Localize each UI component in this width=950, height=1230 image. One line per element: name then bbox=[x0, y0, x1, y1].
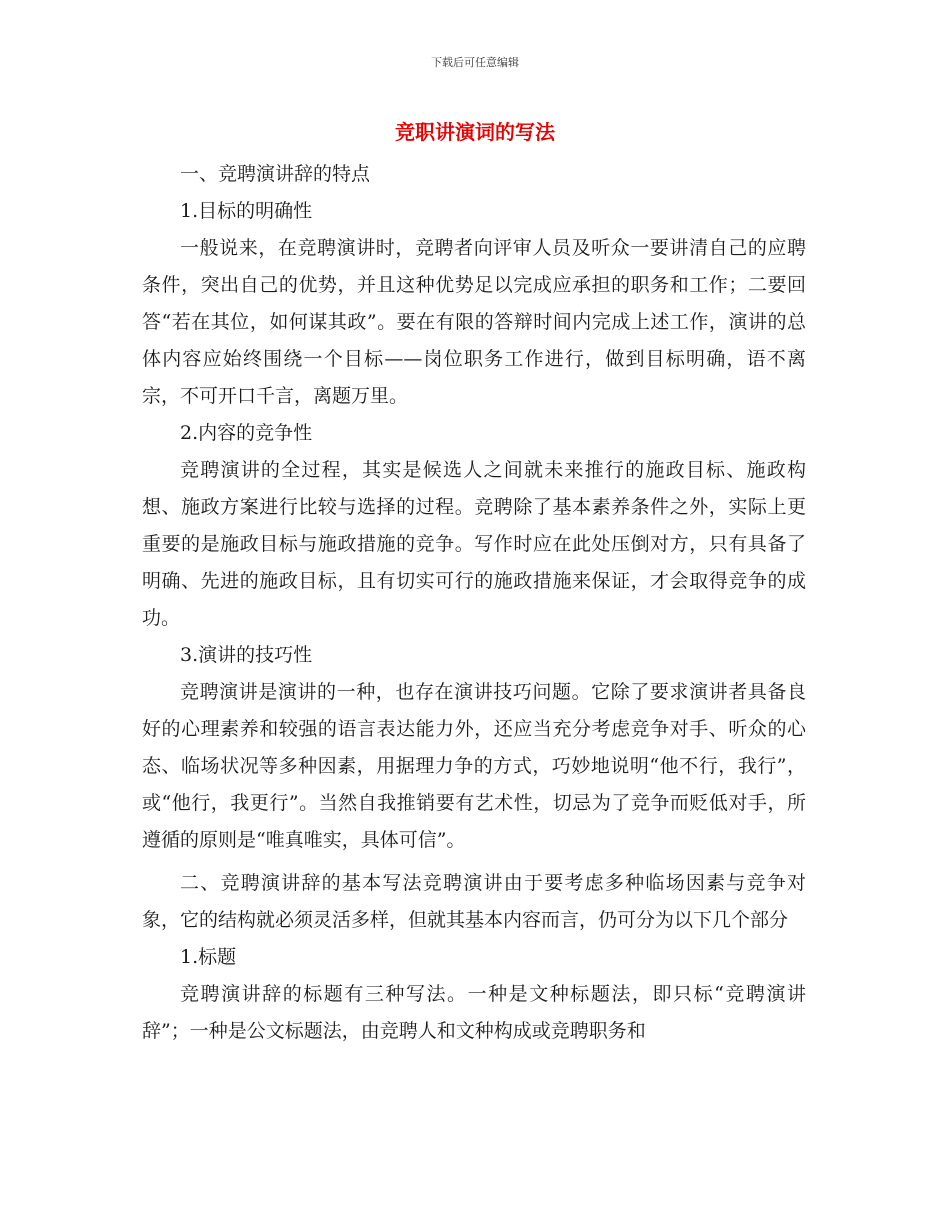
section-heading-2: 二、竞聘演讲辞的基本写法竞聘演讲由于要考虑多种临场因素与竞争对象，它的结构就必须灵活多样，但就其基本内容而言，仍可分为以下几个部分 bbox=[142, 872, 806, 931]
paragraph-title: 竞聘演讲辞的标题有三种写法。一种是文种标题法，即只标“竞聘演讲辞”；一种是公文标题法，由竞聘人和文种构成或竞聘职务和 bbox=[142, 983, 806, 1042]
document-title: 竞职讲演词的写法 bbox=[395, 120, 555, 144]
header-note: 下载后可任意编辑 bbox=[431, 56, 519, 69]
document-body bbox=[142, 156, 806, 1050]
subheading-content-competition: 2.内容的竞争性 bbox=[180, 422, 313, 444]
subheading-goal-clarity: 1.目标的明确性 bbox=[180, 200, 313, 222]
paragraph-goal-clarity: 一般说来，在竞聘演讲时，竞聘者向评审人员及听众一要讲清自己的应聘条件，突出自己的优势，并且这种优势足以完成应承担的职务和工作；二要回答“若在其位，如何谋其政”。要在有限的答辩时间内完成上述工作，演讲的总体内容应始终围绕一个目标——岗位职务工作进行，做到目标明确，语不离宗，不可开口千言，离题万里。 bbox=[142, 237, 806, 407]
subheading-speech-skill: 3.演讲的技巧性 bbox=[180, 644, 313, 666]
paragraph-content-competition: 竞聘演讲的全过程，其实是候选人之间就未来推行的施政目标、施政构想、施政方案进行比较与选择的过程。竞聘除了基本素养条件之外，实际上更重要的是施政目标与施政措施的竞争。写作时应在此处压倒对方，只有具备了明确、先进的施政目标，且有切实可行的施政措施来保证，才会取得竞争的成功。 bbox=[142, 459, 806, 629]
subheading-title: 1.标题 bbox=[180, 946, 237, 968]
paragraph-speech-skill: 竞聘演讲是演讲的一种，也存在演讲技巧问题。它除了要求演讲者具备良好的心理素养和较强的语言表达能力外，还应当充分考虑竞争对手、听众的心态、临场状况等多种因素，用据理力争的方式，巧妙地说明“他不行，我行”，或“他行，我更行”。当然自我推销要有艺术性，切忌为了竞争而贬低对手，所遵循的原则是“唯真唯实，具体可信”。 bbox=[142, 681, 806, 851]
section-heading-1: 一、竞聘演讲辞的特点 bbox=[180, 163, 371, 185]
